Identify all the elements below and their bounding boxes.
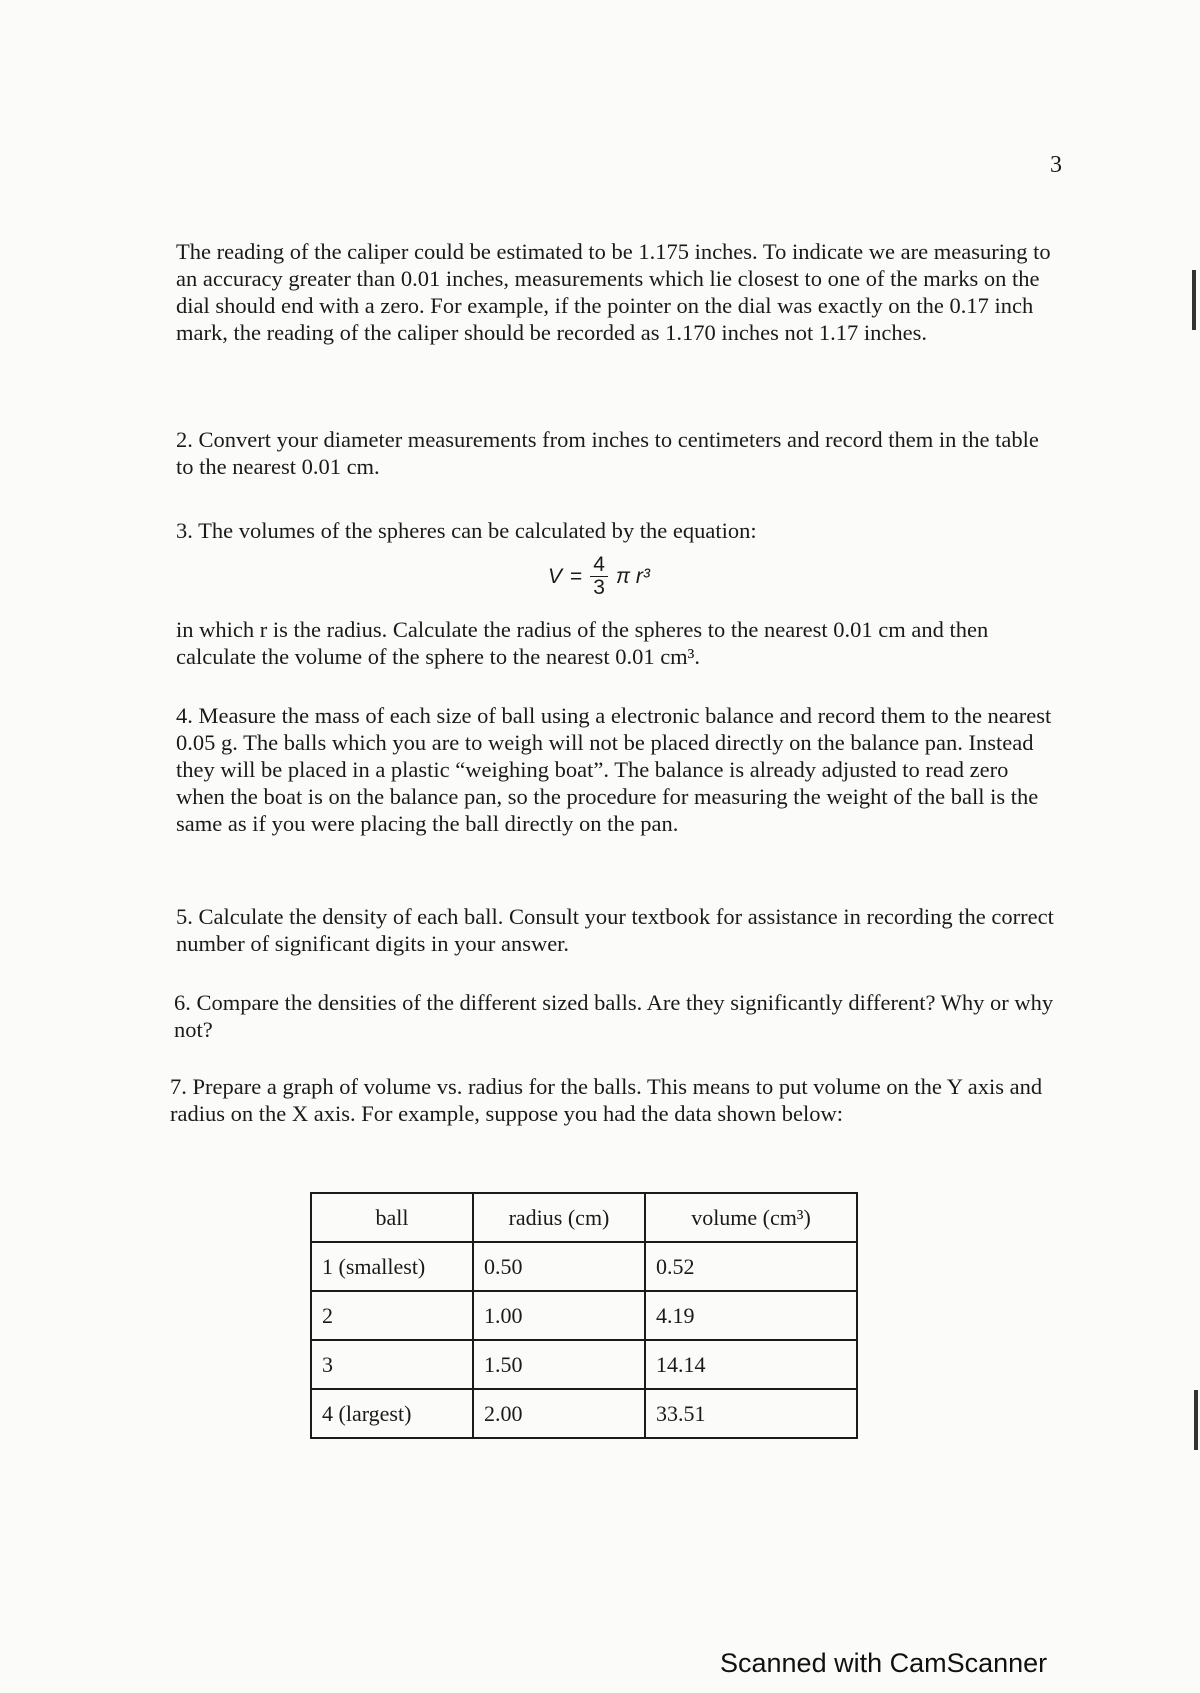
equation-equals: =	[570, 564, 583, 588]
table-cell: 4.19	[645, 1291, 857, 1340]
example-data-table	[310, 1192, 858, 1439]
radius-paragraph: in which r is the radius. Calculate the radius of the spheres to the nearest 0.01 cm and then calculate the volume of the sphere to the nearest 0.01 cm³.	[176, 617, 989, 669]
table-header-cell: ball	[311, 1193, 473, 1242]
scan-edge-mark	[1192, 270, 1196, 330]
table-cell: 4 (largest)	[311, 1389, 473, 1438]
table-row	[311, 1389, 857, 1438]
equation-numerator: 4	[590, 554, 608, 577]
step-6-paragraph: 6. Compare the densities of the different sized balls. Are they significantly different? Why or why not?	[174, 990, 1054, 1042]
table-cell: 1.00	[473, 1291, 645, 1340]
table-cell: 14.14	[645, 1340, 857, 1389]
table-cell: 1.50	[473, 1340, 645, 1389]
scan-edge-mark	[1194, 1390, 1198, 1450]
step-2-paragraph: 2. Convert your diameter measurements from inches to centimeters and record them in the table to the nearest 0.01 cm.	[176, 427, 1039, 479]
table-cell: 2	[311, 1291, 473, 1340]
table-cell: 1 (smallest)	[311, 1242, 473, 1291]
equation-fraction	[590, 554, 608, 599]
table-row	[311, 1242, 857, 1291]
step-4-paragraph: 4. Measure the mass of each size of ball using a electronic balance and record them to the nearest 0.05 g. The balls which you are to weigh will not be placed directly on the balance pan. Instead they will be placed in a plastic “weighing boat”. The balance is already adjusted to read zero when the boat is on the balance pan, so the procedure for measuring the weight of the ball is the same as if you were placing the ball directly on the pan.	[176, 703, 1052, 836]
table-header-row	[311, 1193, 857, 1242]
table-header-cell: radius (cm)	[473, 1193, 645, 1242]
table-cell: 3	[311, 1340, 473, 1389]
caliper-paragraph: The reading of the caliper could be estimated to be 1.175 inches. To indicate we are measuring to an accuracy greater than 0.01 inches, measurements which lie closest to one of the marks on the dial should end with a zero. For example, if the pointer on the dial was exactly on the 0.17 inch mark, the reading of the caliper should be recorded as 1.170 inches not 1.17 inches.	[176, 239, 1051, 345]
step-3-paragraph: 3. The volumes of the spheres can be calculated by the equation:	[176, 518, 757, 543]
equation-lhs: V	[548, 564, 563, 588]
table-header-cell: volume (cm³)	[645, 1193, 857, 1242]
page-number: 3	[1050, 152, 1062, 178]
equation-rhs: π r³	[615, 564, 650, 588]
table-cell: 0.52	[645, 1242, 857, 1291]
table-cell: 33.51	[645, 1389, 857, 1438]
scanner-watermark: Scanned with CamScanner	[720, 1648, 1048, 1678]
equation-denominator: 3	[593, 576, 605, 599]
table-row	[311, 1291, 857, 1340]
table-row	[311, 1340, 857, 1389]
step-5-paragraph: 5. Calculate the density of each ball. Consult your textbook for assistance in recording the correct number of significant digits in your answer.	[176, 904, 1054, 956]
step-7-paragraph: 7. Prepare a graph of volume vs. radius for the balls. This means to put volume on the Y axis and radius on the X axis. For example, suppose you had the data shown below:	[170, 1074, 1043, 1126]
table-cell: 2.00	[473, 1389, 645, 1438]
sphere-volume-equation	[548, 554, 650, 599]
table-cell: 0.50	[473, 1242, 645, 1291]
